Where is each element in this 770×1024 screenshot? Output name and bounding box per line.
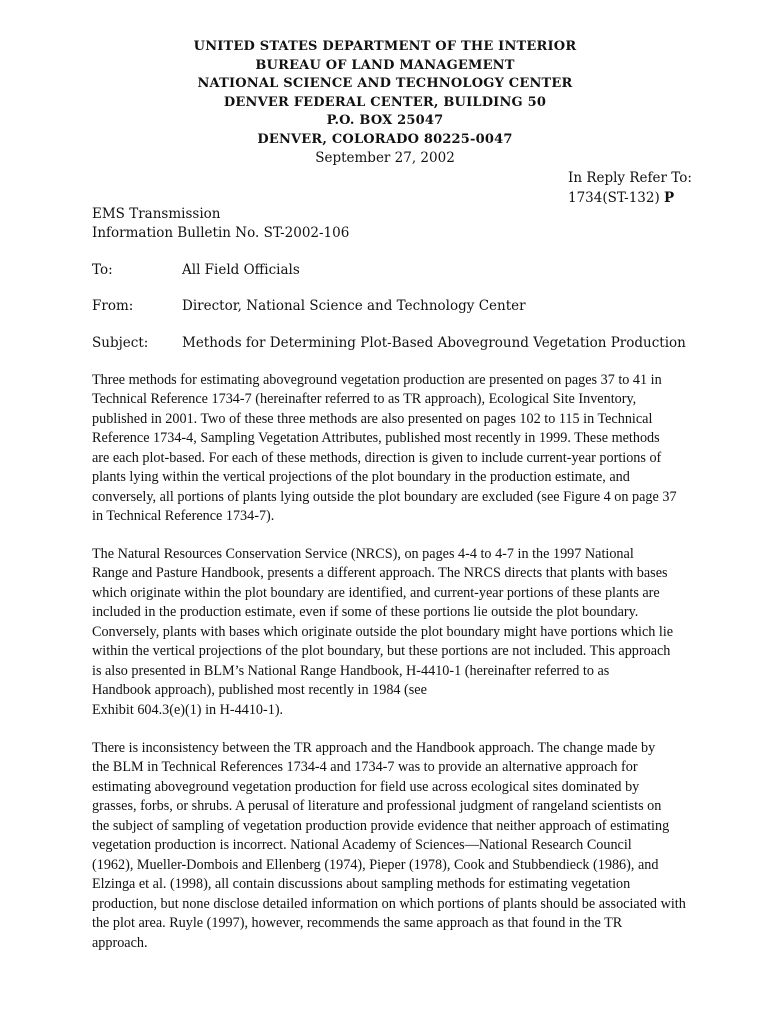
memo-to-row [92, 262, 300, 278]
paragraph-line: Exhibit 604.3(e)(1) in H-4410-1). [92, 701, 284, 718]
letterhead-po-box: P.O. BOX 25047 [326, 113, 444, 129]
reply-refer-mark: P [664, 190, 675, 206]
paragraph-line: approach. [92, 934, 148, 951]
memo-from-row [92, 298, 526, 314]
reply-refer-code-line [568, 188, 692, 208]
letterhead-building: DENVER FEDERAL CENTER, BUILDING 50 [223, 94, 547, 110]
paragraph-line: There is inconsistency between the TR approach and the Handbook approach. The change made by [92, 740, 656, 756]
paragraph-line: Three methods for estimating aboveground vegetation production are presented on pages 37 to 41 in [92, 372, 662, 388]
paragraph-line: which originate within the plot boundary are identified, and current-year portions of these plants are [92, 584, 660, 601]
reply-refer-label: In Reply Refer To: [568, 170, 692, 186]
paragraph-line: The Natural Resources Conservation Service (NRCS), on pages 4-4 to 4-7 in the 1997 National [92, 546, 634, 562]
letterhead [0, 38, 770, 150]
paragraph-line: Range and Pasture Handbook, presents a different approach. The NRCS directs that plants with bases [92, 565, 668, 582]
memo-subject-row [92, 335, 686, 351]
paragraph-line: estimating aboveground vegetation production for field use across ecological sites dominated by [92, 778, 640, 795]
paragraph-line: production, but none disclose detailed information on which portions of plants should be associated with [92, 895, 686, 912]
memo-from-value: Director, National Science and Technology Center [182, 298, 526, 314]
paragraph-line: grasses, forbs, or shrubs. A perusal of literature and professional judgment of rangeland scientists on [92, 798, 662, 815]
paragraph-line: published in 2001. Two of these three methods are also presented on pages 102 to 115 in Technical [92, 410, 653, 427]
body-paragraph-3 [92, 739, 692, 953]
paragraph-line: are each plot-based. For each of these methods, direction is given to include current-year portions of [92, 449, 662, 466]
paragraph-line: conversely, all portions of plants lying outside the plot boundary are excluded (see Figure 4 on page 37 [92, 488, 677, 505]
paragraph-line: included in the production estimate, even if some of these portions lie outside the plot boundary. [92, 604, 639, 621]
paragraph-line: vegetation production is incorrect. National Academy of Sciences—National Research Council [92, 837, 632, 854]
paragraph-line: is also presented in BLM’s National Range Handbook, H-4410-1 (hereinafter referred to as [92, 662, 610, 679]
bulletin-number: Information Bulletin No. ST-2002-106 [92, 225, 350, 241]
paragraph-line: Handbook approach), published most recently in 1984 (see [92, 682, 427, 699]
letter-date: September 27, 2002 [315, 150, 455, 166]
letterhead-bureau: BUREAU OF LAND MANAGEMENT [255, 57, 515, 73]
letterhead-department: UNITED STATES DEPARTMENT OF THE INTERIOR [193, 39, 577, 54]
paragraph-line: the plot area. Ruyle (1997), however, recommends the same approach as that found in the TR [92, 915, 623, 932]
memo-from-label: From: [92, 298, 134, 314]
letterhead-city: DENVER, COLORADO 80225-0047 [257, 131, 513, 147]
body-paragraph-1 [92, 371, 692, 527]
paragraph-line: Reference 1734-4, Sampling Vegetation Attributes, published most recently in 1999. These methods [92, 430, 660, 447]
letterhead-center: NATIONAL SCIENCE AND TECHNOLOGY CENTER [197, 76, 573, 92]
paragraph-line: the subject of sampling of vegetation production provide evidence that neither approach of estimating [92, 817, 670, 834]
reply-reference [568, 168, 692, 208]
paragraph-line: Technical Reference 1734-7 (hereinafter referred to as TR approach), Ecological Site Inventory, [92, 391, 637, 408]
reply-refer-code: 1734(ST-132) [568, 190, 660, 206]
transmission-block [92, 205, 349, 243]
memo-to-label: To: [92, 262, 113, 278]
paragraph-line: plants lying within the vertical projections of the plot boundary in the production estimate, and [92, 469, 630, 486]
body-paragraph-2 [92, 545, 692, 720]
paragraph-line: (1962), Mueller-Dombois and Ellenberg (1974), Pieper (1978), Cook and Stubbendieck (1986), and [92, 856, 659, 873]
memo-subject-label: Subject: [92, 335, 149, 351]
memo-to-value: All Field Officials [182, 262, 300, 278]
paragraph-line: in Technical Reference 1734-7). [92, 508, 275, 525]
transmission-type: EMS Transmission [92, 206, 221, 222]
memo-subject-value: Methods for Determining Plot-Based Aboveground Vegetation Production [182, 335, 686, 351]
paragraph-line: within the vertical projections of the plot boundary, but these portions are not included. This approach [92, 643, 671, 660]
paragraph-line: Conversely, plants with bases which originate outside the plot boundary might have portions which lie [92, 623, 674, 640]
paragraph-line: Elzinga et al. (1998), all contain discussions about sampling methods for estimating vegetation [92, 876, 631, 893]
paragraph-line: the BLM in Technical References 1734-4 and 1734-7 was to provide an alternative approach for [92, 759, 638, 776]
